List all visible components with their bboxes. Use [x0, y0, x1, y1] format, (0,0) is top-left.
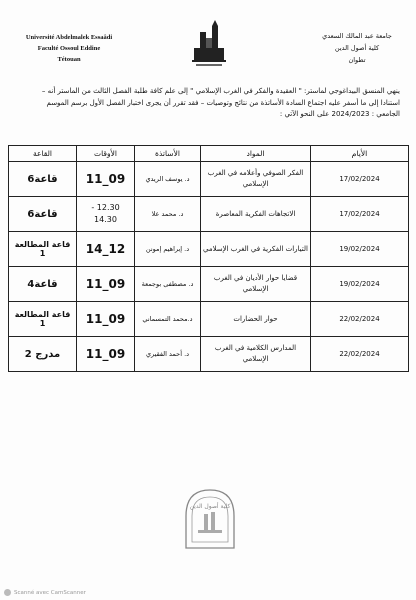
announcement-line-1: ينهي المنسق البيداغوجي لماستر: " العقيدة والفكر في الغرب الإسلامي " إلى علم كافة طلبة الفصل الثالث من الماستر أنه –	[41, 87, 400, 95]
announcement-text	[16, 86, 400, 121]
city-name-fr: Tétouan	[57, 56, 81, 63]
university-name-ar: جامعة عبد المالك السعدي	[322, 32, 392, 40]
cell-day: 17/02/2024	[311, 197, 409, 232]
stamp-text: كلية أصول الدين	[189, 503, 231, 510]
cell-day: 19/02/2024	[311, 232, 409, 267]
header-room: القاعة	[9, 146, 77, 162]
cell-day: 19/02/2024	[311, 267, 409, 302]
cell-room: قاعة6	[9, 197, 77, 232]
table-row	[9, 302, 409, 337]
cell-prof: د. إبراهيم إمونن	[135, 232, 201, 267]
header-french	[14, 32, 124, 65]
cell-room: قاعة4	[9, 267, 77, 302]
header-day: الأيام	[311, 146, 409, 162]
cell-time: 09_11	[77, 162, 135, 197]
faculty-name-ar: كلية أصول الدين	[334, 44, 380, 52]
announcement-line-3: الجامعي : 2024/2023 على النحو الآتي :	[279, 110, 400, 118]
cell-room: قاعة المطالعة 1	[9, 302, 77, 337]
table-row	[9, 162, 409, 197]
cell-prof: د. يوسف الريدي	[135, 162, 201, 197]
table-row	[9, 232, 409, 267]
cell-prof: د. محمد علا	[135, 197, 201, 232]
table-header-row	[9, 146, 409, 162]
university-logo-icon	[190, 18, 228, 68]
cell-subject: الاتجاهات الفكرية المعاصرة	[201, 197, 311, 232]
cell-subject: المدارس الكلامية في الغرب الإسلامي	[201, 337, 311, 372]
camscanner-icon	[4, 589, 11, 596]
scanner-label: Scanné avec CamScanner	[14, 589, 86, 596]
header-time: الأوقات	[77, 146, 135, 162]
header-subject: المواد	[201, 146, 311, 162]
cell-time: 09_11	[77, 337, 135, 372]
cell-subject: قضايا حوار الأديان في الغرب الإسلامي	[201, 267, 311, 302]
table-row	[9, 267, 409, 302]
faculty-stamp-icon	[180, 486, 240, 552]
time-start: 12.30 -	[91, 203, 120, 212]
faculty-name-fr: Faculté Ossoul Eddine	[37, 45, 101, 52]
cell-subject: حوار الحضارات	[201, 302, 311, 337]
cell-time	[77, 197, 135, 232]
cell-day: 22/02/2024	[311, 337, 409, 372]
cell-time: 09_11	[77, 267, 135, 302]
cell-time: 09_11	[77, 302, 135, 337]
cell-room: مدرج 2	[9, 337, 77, 372]
header-arabic	[312, 30, 402, 66]
header-prof: الأساتذة	[135, 146, 201, 162]
cell-room: قاعة6	[9, 162, 77, 197]
cell-prof: د. مصطفى بوجمعة	[135, 267, 201, 302]
university-name-fr: Université Abdelmalek Essaâdi	[25, 34, 113, 41]
cell-prof: د. أحمد الفقيري	[135, 337, 201, 372]
cell-day: 22/02/2024	[311, 302, 409, 337]
cell-time: 12_14	[77, 232, 135, 267]
scanner-watermark	[4, 589, 86, 596]
cell-prof: د.محمد التمسماني	[135, 302, 201, 337]
table-row	[9, 197, 409, 232]
cell-room: قاعة المطالعة 1	[9, 232, 77, 267]
table-row	[9, 337, 409, 372]
city-name-ar: تطوان	[348, 56, 366, 64]
cell-subject: التيارات الفكرية في الغرب الإسلامي	[201, 232, 311, 267]
announcement-line-2: استنادا إلى ما أسفر عليه اجتماع السادة الأساتذة من نتائج وتوصيات – فقد تقرر أن يجرى اختبار الفصل الأول برسم الموسم	[46, 98, 400, 107]
time-end: 14.30	[94, 215, 117, 224]
cell-day: 17/02/2024	[311, 162, 409, 197]
cell-subject: الفكر الصوفي وأعلامه في الغرب الإسلامي	[201, 162, 311, 197]
exam-schedule-table	[8, 145, 409, 372]
